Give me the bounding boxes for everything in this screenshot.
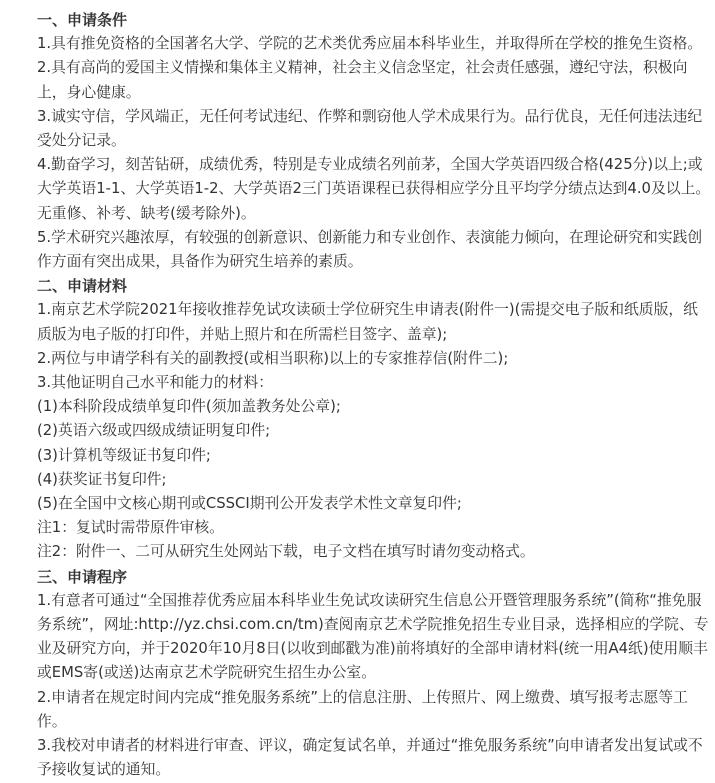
paragraph: 2.具有高尚的爱国主义情操和集体主义精神，社会主义信念坚定，社会责任感强，遵纪守法，积极向上，身心健康。 [37,59,688,101]
paragraph: (1)本科阶段成绩单复印件(须加盖教务处公章); [37,398,341,416]
paragraph: 2.两位与申请学科有关的副教授(或相当职称)以上的专家推荐信(附件二); [37,349,509,367]
paragraph: 3.诚实守信，学风端正，无任何考试违纪、作弊和剽窃他人学术成果行为。品行优良，无任何违法违纪受处分记录。 [37,107,703,150]
paragraph: (3)计算机等级证书复印件; [37,446,211,464]
paragraph: 4.勤奋学习，刻苦钻研，成绩优秀，特别是专业成绩名列前茅，全国大学英语四级合格(425分)以上;或大学英语1-1、大学英语1-2、大学英语2三门英语课程已获得相应学分且平均学分绩点达到4.0及以上。无重修、补考、缺考(缓考除外)。 [37,156,711,222]
paragraph: (2)英语六级或四级成绩证明复印件; [37,422,271,440]
section-heading: 一、申请条件 [37,11,128,29]
paragraph: (4)获奖证书复印件; [37,470,167,488]
section-requirements [37,8,711,274]
paragraph: 2.申请者在规定时间内完成“推免服务系统”上的信息注册、上传照片、网上缴费、填写报考志愿等工作。 [37,688,688,730]
paragraph: 3.我校对申请者的材料进行审查、评议，确定复试名单，并通过“推免服务系统”向申请者发出复试或不予接收复试的通知。 [37,737,703,779]
note: 注2：附件一、二可从研究生处网站下载，电子文档在填写时请勿变动格式。 [37,543,535,561]
paragraph: 1.有意者可通过“全国推荐优秀应届本科毕业生免试攻读研究生信息公开暨管理服务系统”(简称“推免服务系统”，网址:http://yz.chsi.com.cn/tm)查阅南京艺术学院推免招生专业目录，选择相应的学院、专业及研究方向，并于2020年10月8日(以收到邮戳为准)前将填好的全部申请材料(统一用A4纸)使用顺丰或EMS寄(或送)达南京艺术学院研究生招生办公室。 [37,591,709,682]
paragraph: 5.学术研究兴趣浓厚，有较强的创新意识、创新能力和专业创作、表演能力倾向，在理论研究和实践创作方面有突出成果，具备作为研究生培养的素质。 [37,228,703,271]
paragraph: 1.具有推免资格的全国著名大学、学院的艺术类优秀应届本科毕业生，并取得所在学校的推免生资格。 [37,35,703,53]
paragraph: (5)在全国中文核心期刊或CSSCI期刊公开发表学术性文章复印件; [37,495,462,513]
note: 注1：复试时需带原件审核。 [37,519,224,537]
paragraph: 3.其他证明自己水平和能力的材料： [37,374,274,392]
section-procedure [37,565,711,783]
paragraph: 1.南京艺术学院2021年接收推荐免试攻读硕士学位研究生申请表(附件一)(需提交电子版和纸质版，纸质版为电子版的打印件，并贴上照片和在所需栏目签字、盖章); [37,301,698,343]
section-heading: 三、申请程序 [37,567,128,586]
section-materials [37,274,711,564]
section-heading: 二、申请材料 [37,277,128,296]
